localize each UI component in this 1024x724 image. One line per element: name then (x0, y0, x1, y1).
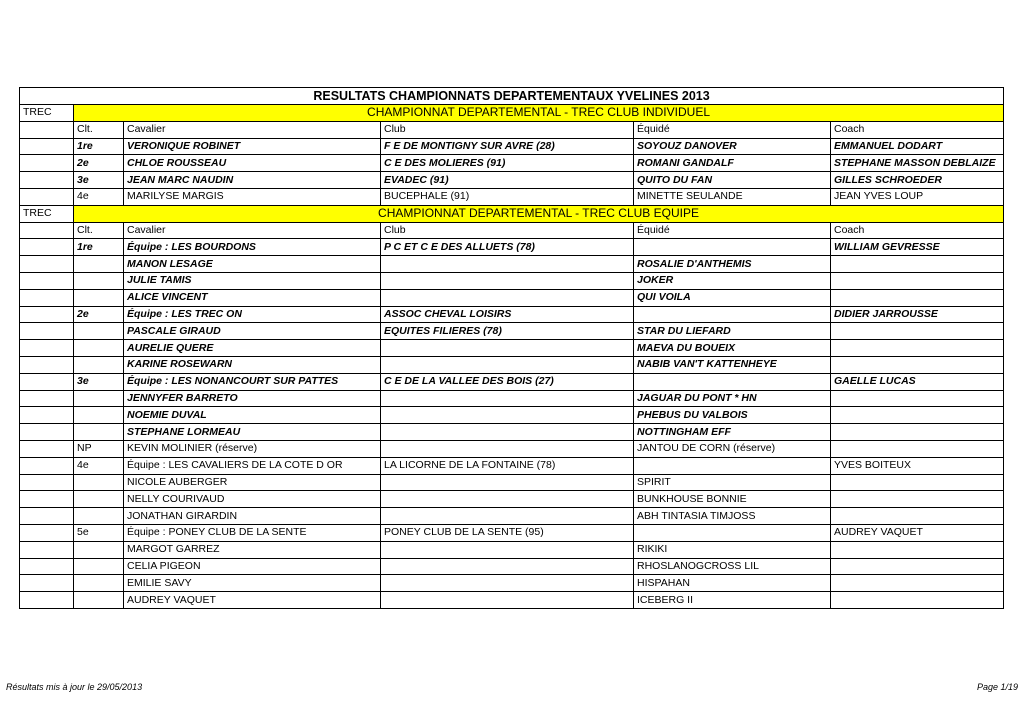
spacer-cell (20, 558, 74, 575)
coach-cell (831, 491, 1004, 508)
coach-cell (831, 474, 1004, 491)
horse-cell (634, 457, 831, 474)
club-cell (381, 340, 634, 357)
table-row (20, 188, 1004, 205)
table-row (20, 256, 1004, 273)
horse-cell (634, 524, 831, 541)
horse-cell: QUITO DU FAN (634, 172, 831, 189)
coach-cell (831, 272, 1004, 289)
spacer-cell (20, 457, 74, 474)
rider-cell: Équipe : LES TREC ON (124, 306, 381, 323)
rank-cell (74, 474, 124, 491)
table-row (20, 558, 1004, 575)
horse-cell: ABH TINTASIA TIMJOSS (634, 508, 831, 525)
spacer-cell (20, 155, 74, 172)
table-row (20, 306, 1004, 323)
table-row (20, 172, 1004, 189)
horse-cell: BUNKHOUSE BONNIE (634, 491, 831, 508)
rank-cell (74, 272, 124, 289)
spacer-cell (20, 222, 74, 239)
spacer-cell (20, 491, 74, 508)
rank-cell (74, 558, 124, 575)
rider-cell: CELIA PIGEON (124, 558, 381, 575)
rider-cell: NICOLE AUBERGER (124, 474, 381, 491)
results-table-body (20, 88, 1004, 609)
rank-cell (74, 256, 124, 273)
rider-cell: STEPHANE LORMEAU (124, 424, 381, 441)
club-cell (381, 474, 634, 491)
rank-cell (74, 575, 124, 592)
horse-cell: MAEVA DU BOUEIX (634, 340, 831, 357)
club-cell (381, 558, 634, 575)
spacer-cell (20, 356, 74, 373)
club-cell (381, 390, 634, 407)
horse-cell: HISPAHAN (634, 575, 831, 592)
rank-cell (74, 289, 124, 306)
coach-cell (831, 508, 1004, 525)
spacer-cell (20, 188, 74, 205)
spacer-cell (20, 272, 74, 289)
column-header-row (20, 121, 1004, 138)
club-cell: ASSOC CHEVAL LOISIRS (381, 306, 634, 323)
rider-cell: Équipe : LES BOURDONS (124, 239, 381, 256)
coach-cell (831, 390, 1004, 407)
horse-cell: STAR DU LIEFARD (634, 323, 831, 340)
table-row (20, 592, 1004, 609)
discipline-label: TREC (20, 105, 74, 122)
column-header: Équidé (634, 222, 831, 239)
table-row (20, 356, 1004, 373)
title-row (20, 88, 1004, 105)
rider-cell: CHLOE ROUSSEAU (124, 155, 381, 172)
rank-cell (74, 356, 124, 373)
club-cell (381, 508, 634, 525)
club-cell: C E DES MOLIERES (91) (381, 155, 634, 172)
club-cell: BUCEPHALE (91) (381, 188, 634, 205)
section-header-row (20, 105, 1004, 122)
rank-cell: NP (74, 440, 124, 457)
horse-cell: ICEBERG II (634, 592, 831, 609)
column-header: Clt. (74, 222, 124, 239)
rider-cell: MARGOT GARREZ (124, 541, 381, 558)
club-cell (381, 289, 634, 306)
table-row (20, 575, 1004, 592)
rank-cell: 3e (74, 373, 124, 390)
table-row (20, 155, 1004, 172)
horse-cell: NOTTINGHAM EFF (634, 424, 831, 441)
coach-cell: YVES BOITEUX (831, 457, 1004, 474)
coach-cell (831, 592, 1004, 609)
coach-cell (831, 558, 1004, 575)
club-cell (381, 491, 634, 508)
horse-cell: ROMANI GANDALF (634, 155, 831, 172)
spacer-cell (20, 306, 74, 323)
rider-cell: NELLY COURIVAUD (124, 491, 381, 508)
coach-cell (831, 323, 1004, 340)
coach-cell: DIDIER JARROUSSE (831, 306, 1004, 323)
club-cell: C E DE LA VALLEE DES BOIS (27) (381, 373, 634, 390)
rank-cell (74, 592, 124, 609)
table-row (20, 272, 1004, 289)
horse-cell: QUI VOILA (634, 289, 831, 306)
table-row (20, 289, 1004, 306)
rank-cell (74, 407, 124, 424)
horse-cell (634, 373, 831, 390)
coach-cell: JEAN YVES LOUP (831, 188, 1004, 205)
coach-cell: GAELLE LUCAS (831, 373, 1004, 390)
rider-cell: MANON LESAGE (124, 256, 381, 273)
horse-cell: JOKER (634, 272, 831, 289)
club-cell: F E DE MONTIGNY SUR AVRE (28) (381, 138, 634, 155)
column-header: Club (381, 222, 634, 239)
spacer-cell (20, 508, 74, 525)
coach-cell: GILLES SCHROEDER (831, 172, 1004, 189)
column-header-row (20, 222, 1004, 239)
club-cell: EQUITES FILIERES (78) (381, 323, 634, 340)
coach-cell (831, 407, 1004, 424)
spacer-cell (20, 323, 74, 340)
club-cell (381, 592, 634, 609)
page-title: RESULTATS CHAMPIONNATS DEPARTEMENTAUX YVELINES 2013 (20, 88, 1004, 105)
rider-cell: AURELIE QUERE (124, 340, 381, 357)
horse-cell: RIKIKI (634, 541, 831, 558)
results-table (19, 87, 1004, 609)
rider-cell: KARINE ROSEWARN (124, 356, 381, 373)
column-header: Cavalier (124, 121, 381, 138)
rank-cell: 4e (74, 188, 124, 205)
spacer-cell (20, 592, 74, 609)
table-row (20, 373, 1004, 390)
rider-cell: PASCALE GIRAUD (124, 323, 381, 340)
rider-cell: Équipe : LES CAVALIERS DE LA COTE D OR (124, 457, 381, 474)
section-title: CHAMPIONNAT DEPARTEMENTAL - TREC CLUB INDIVIDUEL (74, 105, 1004, 122)
coach-cell: EMMANUEL DODART (831, 138, 1004, 155)
spacer-cell (20, 440, 74, 457)
rider-cell: JONATHAN GIRARDIN (124, 508, 381, 525)
horse-cell (634, 239, 831, 256)
club-cell (381, 407, 634, 424)
club-cell (381, 440, 634, 457)
horse-cell (634, 306, 831, 323)
rank-cell: 1re (74, 239, 124, 256)
horse-cell: NABIB VAN'T KATTENHEYE (634, 356, 831, 373)
section-header-row (20, 205, 1004, 222)
horse-cell: ROSALIE D'ANTHEMIS (634, 256, 831, 273)
column-header: Clt. (74, 121, 124, 138)
rider-cell: NOEMIE DUVAL (124, 407, 381, 424)
table-row (20, 541, 1004, 558)
spacer-cell (20, 340, 74, 357)
coach-cell (831, 340, 1004, 357)
rider-cell: AUDREY VAQUET (124, 592, 381, 609)
table-row (20, 390, 1004, 407)
rank-cell (74, 340, 124, 357)
rider-cell: JENNYFER BARRETO (124, 390, 381, 407)
rank-cell: 3e (74, 172, 124, 189)
spacer-cell (20, 289, 74, 306)
horse-cell: SOYOUZ DANOVER (634, 138, 831, 155)
club-cell: PONEY CLUB DE LA SENTE (95) (381, 524, 634, 541)
spacer-cell (20, 239, 74, 256)
spacer-cell (20, 138, 74, 155)
spacer-cell (20, 575, 74, 592)
spacer-cell (20, 424, 74, 441)
table-row (20, 491, 1004, 508)
spacer-cell (20, 390, 74, 407)
horse-cell: RHOSLANOGCROSS LIL (634, 558, 831, 575)
coach-cell (831, 424, 1004, 441)
club-cell (381, 256, 634, 273)
discipline-label: TREC (20, 205, 74, 222)
table-row (20, 138, 1004, 155)
rider-cell: ALICE VINCENT (124, 289, 381, 306)
table-row (20, 508, 1004, 525)
table-row (20, 474, 1004, 491)
rider-cell: Équipe : LES NONANCOURT SUR PATTES (124, 373, 381, 390)
club-cell (381, 575, 634, 592)
rider-cell: KEVIN MOLINIER (réserve) (124, 440, 381, 457)
table-row (20, 524, 1004, 541)
column-header: Coach (831, 222, 1004, 239)
spacer-cell (20, 172, 74, 189)
club-cell: EVADEC (91) (381, 172, 634, 189)
table-row (20, 424, 1004, 441)
horse-cell: MINETTE SEULANDE (634, 188, 831, 205)
coach-cell (831, 256, 1004, 273)
column-header: Équidé (634, 121, 831, 138)
rider-cell: VERONIQUE ROBINET (124, 138, 381, 155)
footer-update-date: Résultats mis à jour le 29/05/2013 (6, 682, 143, 692)
column-header: Cavalier (124, 222, 381, 239)
club-cell (381, 541, 634, 558)
coach-cell: STEPHANE MASSON DEBLAIZE (831, 155, 1004, 172)
coach-cell: AUDREY VAQUET (831, 524, 1004, 541)
rider-cell: JULIE TAMIS (124, 272, 381, 289)
coach-cell (831, 289, 1004, 306)
coach-cell (831, 356, 1004, 373)
spacer-cell (20, 524, 74, 541)
horse-cell: PHEBUS DU VALBOIS (634, 407, 831, 424)
horse-cell: JAGUAR DU PONT * HN (634, 390, 831, 407)
spacer-cell (20, 373, 74, 390)
rank-cell (74, 323, 124, 340)
column-header: Club (381, 121, 634, 138)
coach-cell: WILLIAM GEVRESSE (831, 239, 1004, 256)
table-row (20, 407, 1004, 424)
table-row (20, 457, 1004, 474)
rank-cell: 5e (74, 524, 124, 541)
rider-cell: Équipe : PONEY CLUB DE LA SENTE (124, 524, 381, 541)
rank-cell (74, 541, 124, 558)
table-row (20, 323, 1004, 340)
spacer-cell (20, 474, 74, 491)
table-row (20, 340, 1004, 357)
footer-page-number: Page 1/19 (976, 682, 1018, 692)
club-cell: LA LICORNE DE LA FONTAINE (78) (381, 457, 634, 474)
rank-cell: 1re (74, 138, 124, 155)
rider-cell: MARILYSE MARGIS (124, 188, 381, 205)
spacer-cell (20, 121, 74, 138)
spacer-cell (20, 407, 74, 424)
rank-cell: 4e (74, 457, 124, 474)
column-header: Coach (831, 121, 1004, 138)
club-cell (381, 424, 634, 441)
rank-cell (74, 424, 124, 441)
horse-cell: JANTOU DE CORN (réserve) (634, 440, 831, 457)
rank-cell: 2e (74, 155, 124, 172)
club-cell (381, 272, 634, 289)
coach-cell (831, 541, 1004, 558)
rank-cell (74, 390, 124, 407)
coach-cell (831, 440, 1004, 457)
coach-cell (831, 575, 1004, 592)
rank-cell: 2e (74, 306, 124, 323)
rank-cell (74, 508, 124, 525)
rider-cell: JEAN MARC NAUDIN (124, 172, 381, 189)
club-cell (381, 356, 634, 373)
table-row (20, 239, 1004, 256)
spacer-cell (20, 256, 74, 273)
horse-cell: SPIRIT (634, 474, 831, 491)
section-title: CHAMPIONNAT DEPARTEMENTAL - TREC CLUB EQUIPE (74, 205, 1004, 222)
spacer-cell (20, 541, 74, 558)
rider-cell: EMILIE SAVY (124, 575, 381, 592)
club-cell: P C ET C E DES ALLUETS (78) (381, 239, 634, 256)
rank-cell (74, 491, 124, 508)
table-row (20, 440, 1004, 457)
